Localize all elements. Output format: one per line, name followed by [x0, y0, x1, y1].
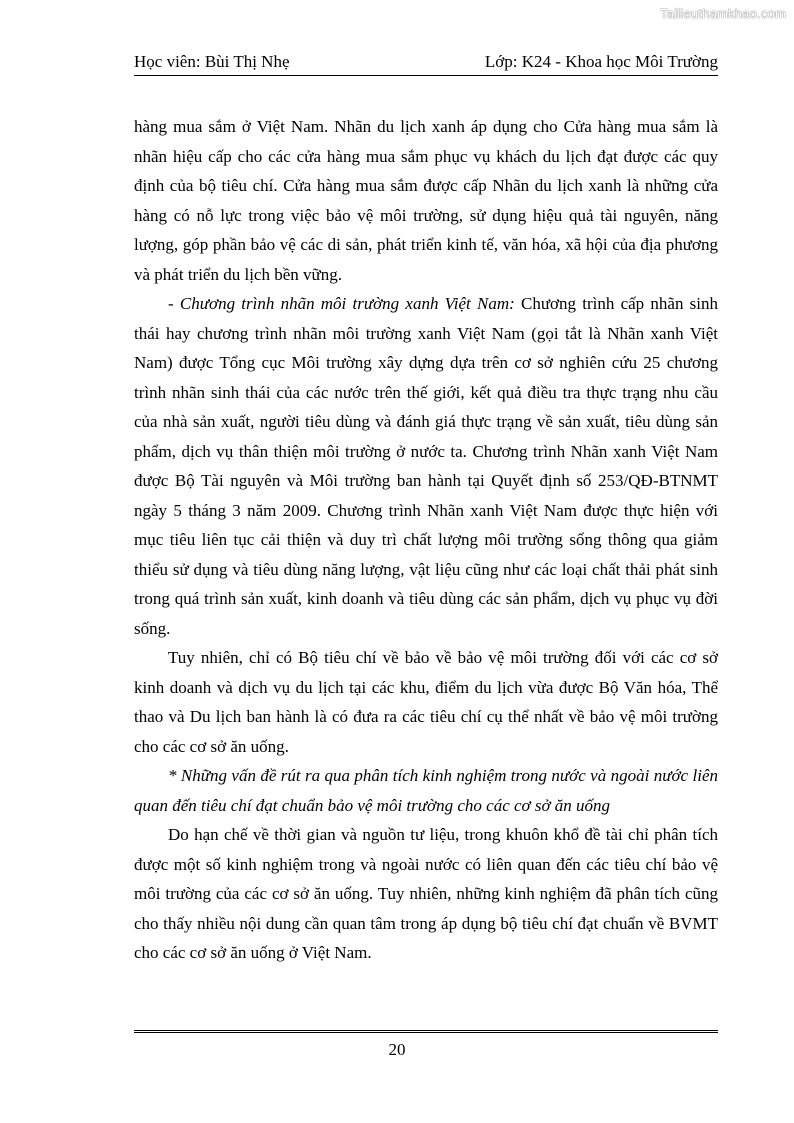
section-heading-lessons: * Những vấn đề rút ra qua phân tích kinh nghiệm trong nước và ngoài nước liên quan đến tiêu chí đạt chuẩn bảo vệ môi trường cho các cơ sở ăn uống: [134, 766, 718, 815]
program-description: Chương trình cấp nhãn sinh thái hay chương trình nhãn môi trường xanh Việt Nam (gọi tắt là Nhãn xanh Việt Nam) được Tổng cục Môi trường xây dựng dựa trên cơ sở nghiên cứu 25 chương trình nhãn sinh thái của các nước trên thế giới, kết quả điều tra thực trạng nhu cầu của nhà sản xuất, người tiêu dùng và đánh giá thực trạng về sản xuất, tiêu dùng sản phẩm, dịch vụ thân thiện môi trường ở nước ta. Chương trình Nhãn xanh Việt Nam được Bộ Tài nguyên và Môi trường ban hành tại Quyết định số 253/QĐ-BTNMT ngày 5 tháng 3 năm 2009. Chương trình Nhãn xanh Việt Nam được thực hiện với mục tiêu liên tục cải thiện và duy trì chất lượng môi trường sống thông qua giảm thiểu sử dụng và tiêu dùng năng lượng, vật liệu cũng như các loại chất thải phát sinh trong quá trình sản xuất, kinh doanh và tiêu dùng các sản phẩm, dịch vụ phục vụ đời sống.: [134, 294, 718, 638]
paragraph-criteria-note: Tuy nhiên, chỉ có Bộ tiêu chí về bảo về bảo vệ môi trường đối với các cơ sở kinh doanh và dịch vụ du lịch tại các khu, điểm du lịch vừa được Bộ Văn hóa, Thể thao và Du lịch ban hành là có đưa ra các tiêu chí cụ thể nhất về bảo vệ môi trường cho các cơ sở ăn uống.: [134, 648, 718, 756]
paragraph-shopping-label: hàng mua sắm ở Việt Nam. Nhãn du lịch xanh áp dụng cho Cửa hàng mua sắm là nhãn hiệu cấp cho các cửa hàng mua sắm phục vụ khách du lịch đạt được các quy định của bộ tiêu chí. Cửa hàng mua sắm được cấp Nhãn du lịch xanh là những cửa hàng có nỗ lực trong việc bảo vệ môi trường, sử dụng hiệu quả tài nguyên, năng lượng, góp phần bảo vệ các di sản, phát triển kinh tế, văn hóa, xã hội của địa phương và phát triển du lịch bền vững.: [134, 117, 718, 284]
footer-divider: [134, 1030, 718, 1033]
document-body: [134, 112, 718, 968]
page-header: [134, 48, 718, 76]
program-title: - Chương trình nhãn môi trường xanh Việt Nam:: [168, 294, 515, 313]
watermark-text: Tailieuthamkhao.com: [660, 6, 786, 21]
paragraph-conclusion: Do hạn chế về thời gian và nguồn tư liệu, trong khuôn khổ đề tài chỉ phân tích được một số kinh nghiệm trong và ngoài nước có liên quan đến các tiêu chí bảo vệ môi trường của các cơ sở ăn uống. Tuy nhiên, những kinh nghiệm đã phân tích cũng cho thấy nhiều nội dung cần quan tâm trong áp dụng bộ tiêu chí đạt chuẩn về BVMT cho các cơ sở ăn uống ở Việt Nam.: [134, 825, 718, 962]
header-class-info: Lớp: K24 - Khoa học Môi Trường: [484, 52, 718, 71]
paragraph-green-label-program: [134, 289, 718, 643]
page-number: 20: [388, 1040, 406, 1059]
header-student-name: Học viên: Bùi Thị Nhẹ: [134, 52, 290, 71]
